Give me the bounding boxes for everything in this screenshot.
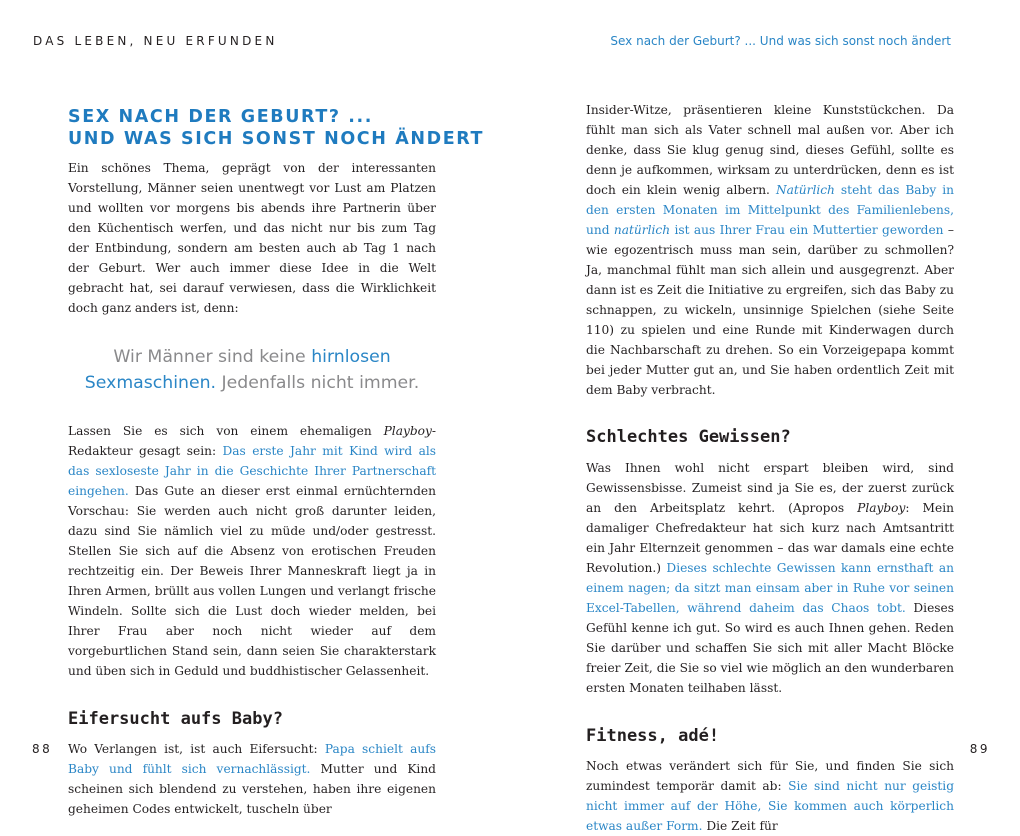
page-number-left: 88: [32, 742, 53, 756]
highlight-run: Das erste Jahr mit Kind wird als das sexloseste Jahr in die Geschichte Ihrer Partnerschaft eingehen.: [68, 444, 436, 498]
fitness-paragraph: [586, 756, 954, 836]
section-title-eifersucht: Eifersucht aufs Baby?: [68, 709, 283, 729]
highlight-run: Sie sind nicht nur geistig nicht immer auf der Höhe, Sie kommen auch körperlich etwas außer Form.: [586, 779, 954, 833]
chapter-title-line1: SEX NACH DER GEBURT? ...: [68, 107, 374, 127]
pull-quote-part2: Jedenfalls nicht immer.: [216, 373, 420, 393]
intro-paragraph: Ein schönes Thema, geprägt von der interessanten Vorstellung, Männer seien unentwegt vor Lust am Platzen und wollten vor morgens bis abends ihre Partnerin über den Küchentisch werfen, und das nicht nur bis zum Tag der Entbindung, sondern am besten auch ab Tag 1 nach der Geburt. Wer auch immer diese Idee in die Welt gebracht hat, sei darauf verwiesen, dass die Wirklichkeit doch ganz anders ist, denn:: [68, 161, 436, 315]
text-run: -Redakteur gesagt sein:: [68, 424, 436, 458]
pull-quote: [68, 344, 436, 396]
section-title-fitness: Fitness, adé!: [586, 726, 720, 746]
text-run: Mutter und Kind scheinen sich blendend zu verstehen, haben ihre eigenen geheimen Codes entwickelt, tuscheln über: [68, 762, 436, 816]
text-run: Insider-Witze, präsentieren kleine Kunststückchen. Da fühlt man sich als Vater schnell mal außen vor. Aber ich denke, dass Sie klug genug sind, dieses Gefühl, sollte es denn je aufkommen, wirksam zu unterdrücken, denn es ist doch ein klein wenig albern.: [586, 103, 954, 197]
italic-run: Natürlich: [775, 183, 835, 197]
text-run: steht das Baby in den ersten Monaten im Mittelpunkt des Familienlebens, und: [586, 183, 955, 237]
sex-paragraph: [68, 421, 436, 681]
text-run: : Mein damaliger Chefredakteur hat sich kurz nach Amtsantritt ein Jahr Elternzeit genommen – das war damals eine echte Revolution.): [586, 501, 954, 575]
gewissen-paragraph: [586, 458, 954, 698]
highlight-run: Dieses schlechte Gewissen kann ernsthaft an einem nagen; da sitzt man einsam aber in Ruhe vor seinen Excel-Tabellen, während daheim das Chaos tobt.: [586, 561, 954, 615]
text-run: Dieses Gefühl kenne ich gut. So wird es auch Ihnen gehen. Reden Sie darüber und schaffen Sie sich mit aller Macht Blöcke freier Zeit, die Sie so viel wie möglich an den wunderbaren ersten Monaten teilhaben lässt.: [586, 601, 955, 695]
text-run: Was Ihnen wohl nicht erspart bleiben wird, sind Gewissensbisse. Zumeist sind ja Sie es, der zuerst zurück an den Arbeitsplatz kehrt. (Apropos: [586, 461, 954, 515]
chapter-title: [68, 106, 485, 150]
text-run: ist aus Ihrer Frau ein Muttertier geworden: [670, 223, 944, 237]
chapter-title-line2: UND WAS SICH SONST NOCH ÄNDERT: [68, 129, 485, 149]
section-title-gewissen: Schlechtes Gewissen?: [586, 427, 791, 447]
page-number-right: 89: [969, 742, 990, 756]
text-run: Das Gute an dieser erst einmal ernüchternden Vorschau: Sie werden auch nicht groß darunter leiden, dazu sind Sie nämlich viel zu müde und/oder gestresst. Stellen Sie sich auf die Absenz von erotischen Freuden rechtzeitig ein. Der Beweis Ihrer Manneskraft liegt ja in Ihren Armen, brüllt aus vollen Lungen und verlangt frische Windeln. Sollte sich die Lust doch wieder melden, bei Ihrer Frau aber noch nicht wieder auf dem vorgeburtlichen Stand sein, dann seien Sie charakterstark und üben sich in Geduld und buddhistischer Gelassenheit.: [68, 484, 436, 678]
left-page-column: [68, 106, 485, 819]
text-run: Lassen Sie es sich von einem ehemaligen: [68, 424, 384, 438]
highlight-run: Papa schielt aufs Baby und fühlt sich vernachlässigt.: [68, 742, 436, 776]
right-page-column: [586, 100, 954, 836]
italic-run: Playboy: [857, 501, 906, 515]
text-run: Noch etwas verändert sich für Sie, und finden Sie sich zumindest temporär damit ab:: [586, 759, 954, 793]
italic-run: natürlich: [613, 223, 671, 237]
eifersucht-paragraph: [68, 739, 436, 819]
running-header-left: DAS LEBEN, NEU ERFUNDEN: [33, 34, 278, 48]
italic-run: Playboy: [383, 424, 432, 438]
text-run: Wo Verlangen ist, ist auch Eifersucht:: [68, 742, 325, 756]
text-run: – wie egozentrisch muss man sein, darüber zu schmollen? Ja, manchmal fühlt man sich allein und ausgegrenzt. Aber dann ist es Zeit die Initiative zu ergreifen, sich das Baby zu schnappen, zu wickeln, unsinnige Spielchen (siehe Seite 110) zu spielen und eine Runde mit Kinderwagen durch die Nachbarschaft zu drehen. So ein Vorzeigepapa kommt bei jeder Mutter gut an, und Sie haben ordentlich Zeit mit dem Baby verbracht.: [586, 223, 954, 397]
running-header-right: Sex nach der Geburt? ... Und was sich sonst noch ändert: [610, 34, 951, 48]
text-run: Die Zeit für: [702, 819, 778, 833]
pull-quote-highlight: hirnlosen Sexmaschinen.: [84, 347, 391, 393]
continuation-paragraph: [586, 100, 954, 400]
pull-quote-part1: Wir Männer sind keine: [113, 347, 312, 367]
